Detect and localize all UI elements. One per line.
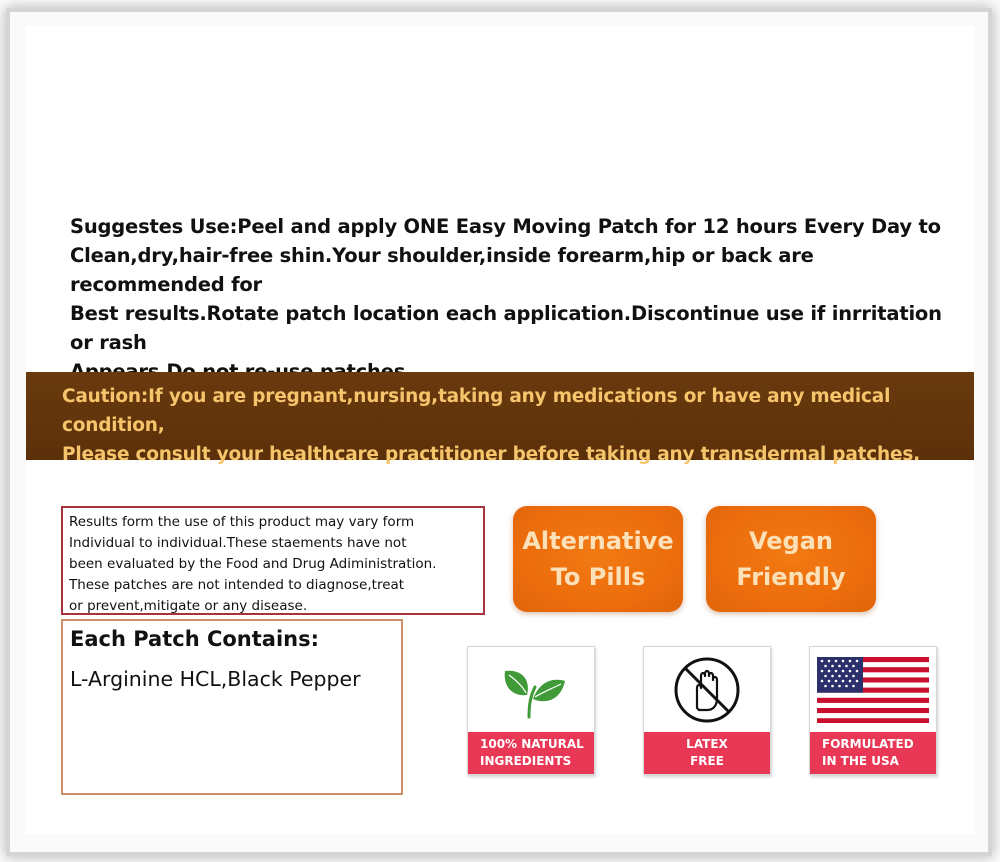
pill-line: Vegan: [749, 527, 833, 555]
latex-free-badge: [643, 646, 771, 775]
badge-line: INGREDIENTS: [480, 754, 572, 768]
badge-label: [468, 732, 594, 774]
suggested-use-text: [70, 212, 950, 386]
pill-line: Alternative: [522, 527, 674, 555]
pill-line: Friendly: [736, 563, 846, 591]
badge-line: FREE: [690, 754, 724, 768]
disclaimer-line: Results form the use of this product may vary form: [69, 514, 415, 530]
usage-line: Clean,dry,hair-free shin.Your shoulder,inside forearm,hip or back are recommended for: [70, 244, 814, 296]
vegan-friendly-badge: [706, 506, 876, 612]
leaf-icon: [468, 647, 594, 733]
badge-label: [810, 732, 936, 774]
disclaimer-line: These patches are not intended to diagnose,treat: [69, 577, 405, 593]
caution-text: [62, 382, 962, 469]
caution-line: Please consult your healthcare practitioner before taking any transdermal patches.: [62, 444, 921, 465]
badge-line: 100% NATURAL: [480, 737, 584, 751]
badge-line: IN THE USA: [822, 754, 899, 768]
pill-line: To Pills: [550, 563, 646, 591]
alternative-to-pills-badge: [513, 506, 683, 612]
disclaimer-line: or prevent,mitigate or any disease.: [69, 598, 308, 614]
ingredients-box: [61, 619, 403, 795]
badge-line: FORMULATED: [822, 737, 914, 751]
caution-line: Caution:If you are pregnant,nursing,taking any medications or have any medical condition,: [62, 386, 891, 436]
badge-label: [644, 732, 770, 774]
us-flag-icon: [810, 647, 936, 733]
disclaimer-line: been evaluated by the Food and Drug Adiministration.: [69, 556, 437, 572]
fda-disclaimer-box: [61, 506, 485, 615]
no-glove-icon: [644, 647, 770, 733]
disclaimer-line: Individual to individual.These staements have not: [69, 535, 407, 551]
usage-line: Suggestes Use:Peel and apply ONE Easy Moving Patch for 12 hours Every Day to: [70, 215, 941, 238]
badge-line: LATEX: [686, 737, 728, 751]
ingredients-title: Each Patch Contains:: [70, 627, 320, 651]
ingredients-list: L-Arginine HCL,Black Pepper: [70, 667, 361, 691]
formulated-in-usa-badge: [809, 646, 937, 775]
natural-ingredients-badge: [467, 646, 595, 775]
usage-line: Best results.Rotate patch location each application.Discontinue use if inrritation or rash: [70, 302, 942, 354]
